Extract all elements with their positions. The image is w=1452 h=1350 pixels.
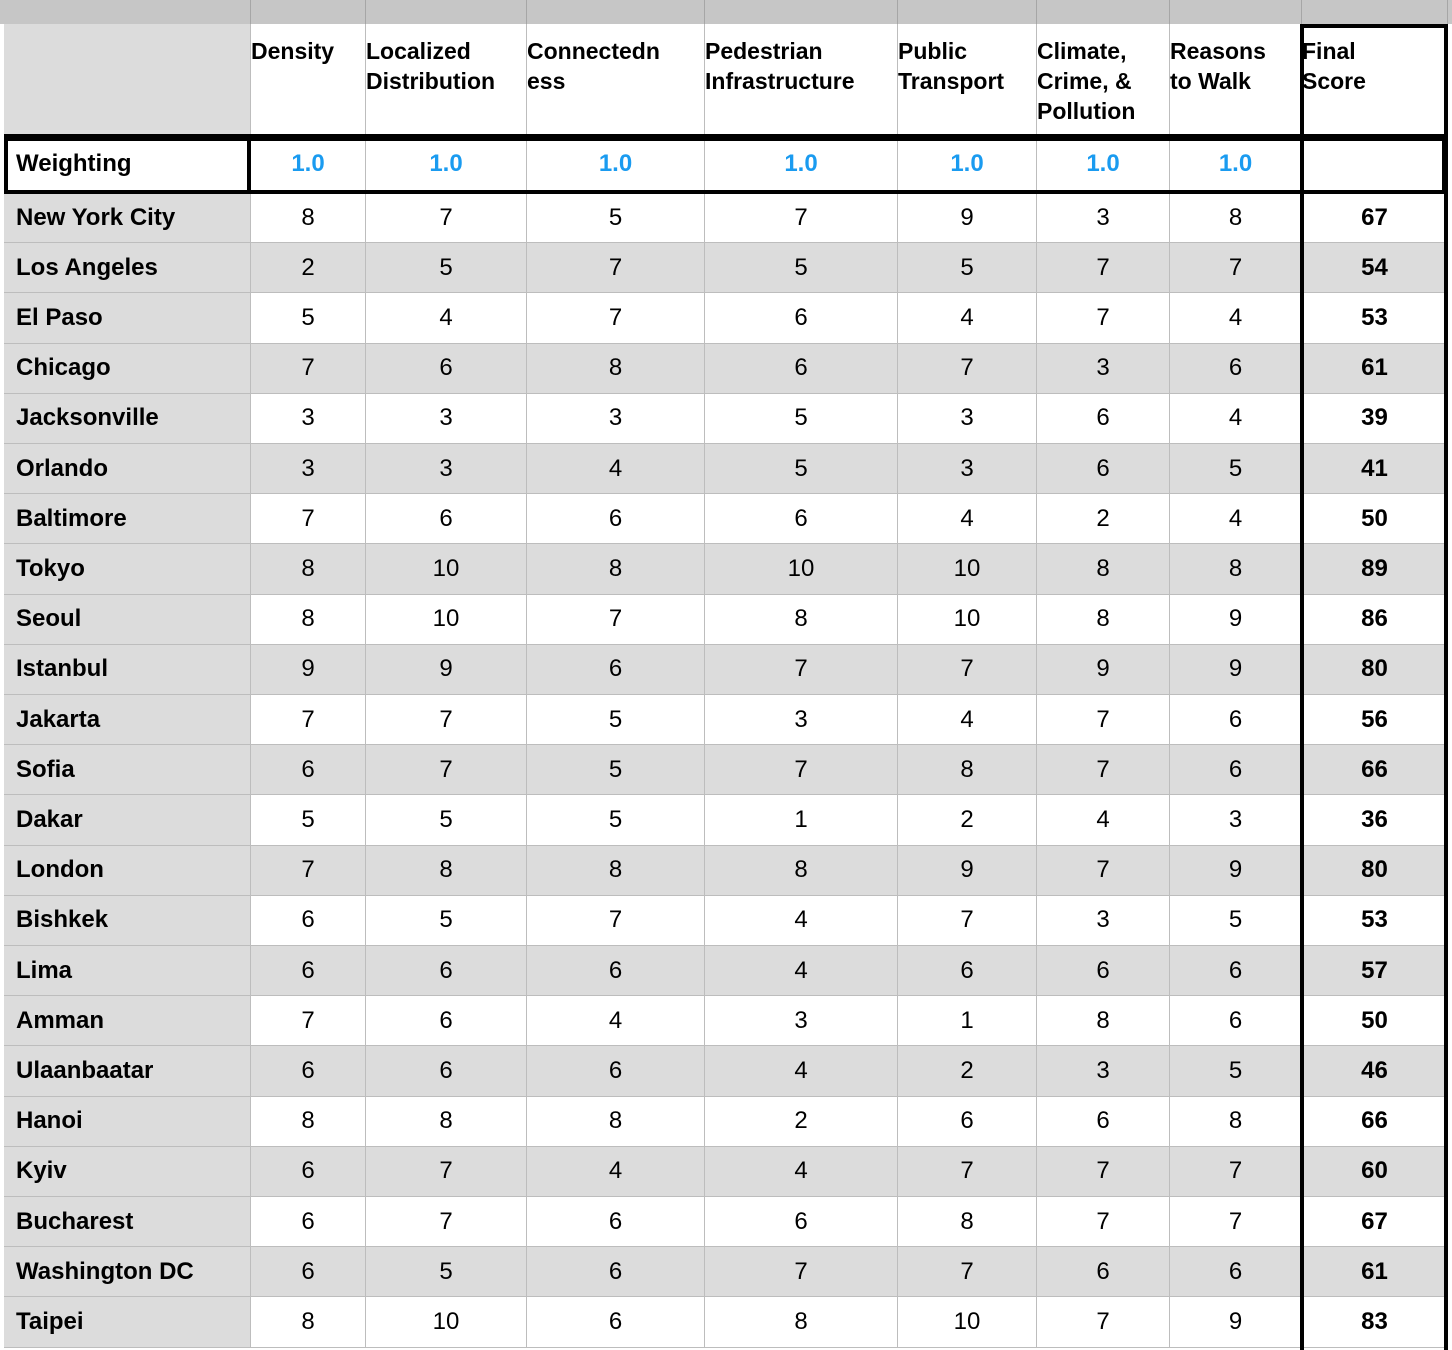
score-cell[interactable]: 9 [1037,645,1170,695]
column-header-line: Localized [366,38,471,64]
final-score-cell[interactable]: 50 [1302,996,1448,1046]
score-cell[interactable]: 2 [251,243,366,293]
score-cell[interactable]: 7 [527,293,705,343]
column-header-2[interactable] [366,24,527,136]
column-letter-cell[interactable] [705,0,898,24]
column-header-4[interactable] [705,24,898,136]
score-cell[interactable]: 5 [251,293,366,343]
score-cell[interactable]: 4 [1170,394,1302,444]
column-header-line: Transport [898,68,1005,94]
score-cell[interactable]: 8 [366,846,527,896]
score-cell[interactable]: 6 [1037,1247,1170,1297]
score-cell[interactable]: 7 [366,1197,527,1247]
score-cell[interactable]: 8 [251,193,366,243]
final-score-cell[interactable]: 50 [1302,494,1448,544]
weighting-label[interactable]: Weighting [4,136,251,193]
score-cell[interactable]: 5 [1170,1046,1302,1096]
city-name[interactable]: Jakarta [4,695,251,745]
final-score-cell[interactable]: 57 [1302,946,1448,996]
column-letter-cell[interactable] [1302,0,1448,24]
score-cell[interactable]: 5 [705,394,898,444]
score-cell[interactable]: 6 [1170,344,1302,394]
score-cell[interactable]: 3 [1037,896,1170,946]
column-header-line: Final [1302,38,1356,64]
score-cell[interactable]: 4 [1170,293,1302,343]
weighting-value[interactable]: 1.0 [366,136,527,193]
city-name[interactable]: New York City [4,193,251,243]
score-cell[interactable]: 7 [251,846,366,896]
score-cell[interactable]: 7 [898,344,1037,394]
final-score-cell[interactable]: 54 [1302,243,1448,293]
score-cell[interactable]: 3 [705,695,898,745]
score-cell[interactable]: 8 [705,1297,898,1347]
score-cell[interactable]: 9 [1170,645,1302,695]
weighting-value[interactable]: 1.0 [898,136,1037,193]
city-name[interactable]: Sofia [4,745,251,795]
city-name[interactable]: Dakar [4,795,251,845]
score-cell[interactable]: 6 [705,1197,898,1247]
column-letter-cell[interactable] [251,0,366,24]
score-cell[interactable]: 8 [1037,595,1170,645]
score-cell[interactable]: 8 [251,1297,366,1347]
column-letter-cell[interactable] [898,0,1037,24]
score-cell[interactable]: 5 [705,243,898,293]
score-cell[interactable]: 6 [251,1197,366,1247]
city-name[interactable]: Washington DC [4,1247,251,1297]
score-cell[interactable]: 6 [898,946,1037,996]
score-cell[interactable]: 7 [1170,1147,1302,1197]
score-cell[interactable]: 7 [527,896,705,946]
weighting-value[interactable]: 1.0 [527,136,705,193]
score-cell[interactable]: 8 [1037,996,1170,1046]
score-cell[interactable]: 7 [705,193,898,243]
score-cell[interactable]: 8 [1170,193,1302,243]
score-cell[interactable]: 3 [898,444,1037,494]
score-cell[interactable]: 3 [251,444,366,494]
score-cell[interactable]: 8 [1170,544,1302,594]
score-cell[interactable]: 10 [898,544,1037,594]
score-cell[interactable]: 4 [527,1147,705,1197]
score-cell[interactable]: 10 [898,1297,1037,1347]
score-cell[interactable]: 6 [1037,946,1170,996]
column-header-line: Public [898,38,968,64]
final-score-cell[interactable]: 66 [1302,1097,1448,1147]
score-cell[interactable]: 4 [527,444,705,494]
score-cell[interactable]: 3 [1037,344,1170,394]
score-cell[interactable]: 6 [1170,745,1302,795]
column-header-3[interactable] [527,24,705,136]
score-cell[interactable]: 4 [1170,494,1302,544]
score-cell[interactable]: 6 [1170,1247,1302,1297]
weighting-value[interactable]: 1.0 [1037,136,1170,193]
score-cell[interactable]: 5 [705,444,898,494]
score-cell[interactable]: 8 [251,595,366,645]
score-cell[interactable]: 4 [366,293,527,343]
column-letter-cell[interactable] [1037,0,1170,24]
city-name[interactable]: Amman [4,996,251,1046]
score-cell[interactable]: 8 [1037,544,1170,594]
score-cell[interactable]: 9 [251,645,366,695]
column-header-bar [0,0,1452,24]
weighting-value[interactable] [1302,136,1448,193]
score-cell[interactable]: 5 [527,795,705,845]
score-cell[interactable]: 7 [1170,1197,1302,1247]
score-cell[interactable]: 2 [898,1046,1037,1096]
city-name[interactable]: Taipei [4,1297,251,1347]
score-cell[interactable]: 6 [527,1247,705,1297]
city-name[interactable]: Chicago [4,344,251,394]
score-cell[interactable]: 5 [366,896,527,946]
score-cell[interactable]: 7 [705,1247,898,1297]
city-name[interactable]: Hanoi [4,1097,251,1147]
score-cell[interactable]: 6 [527,1297,705,1347]
city-name[interactable]: Bishkek [4,896,251,946]
final-score-cell[interactable]: 36 [1302,795,1448,845]
final-score-cell[interactable]: 67 [1302,1197,1448,1247]
score-cell[interactable]: 2 [1037,494,1170,544]
final-score-cell[interactable]: 89 [1302,544,1448,594]
score-cell[interactable]: 7 [251,996,366,1046]
column-header-line: Distribution [366,68,496,94]
score-cell[interactable]: 9 [1170,1297,1302,1347]
score-cell[interactable]: 5 [366,795,527,845]
score-cell[interactable]: 6 [527,645,705,695]
column-header-6[interactable] [1037,24,1170,136]
final-score-cell[interactable]: 66 [1302,745,1448,795]
score-cell[interactable]: 6 [251,896,366,946]
score-cell[interactable]: 7 [251,695,366,745]
score-cell[interactable]: 4 [898,494,1037,544]
score-cell[interactable]: 6 [527,1197,705,1247]
score-cell[interactable]: 7 [366,1147,527,1197]
score-cell[interactable]: 7 [1037,846,1170,896]
city-name[interactable]: Lima [4,946,251,996]
column-header-line: Connectedn [527,38,660,64]
score-cell[interactable]: 7 [1037,695,1170,745]
score-cell[interactable]: 6 [366,494,527,544]
score-cell[interactable]: 8 [527,846,705,896]
column-header-line: Pollution [1037,98,1136,124]
score-cell[interactable]: 4 [705,1147,898,1197]
score-cell[interactable]: 7 [898,1247,1037,1297]
score-cell[interactable]: 5 [366,1247,527,1297]
score-cell[interactable]: 7 [527,243,705,293]
city-name[interactable]: Los Angeles [4,243,251,293]
score-cell[interactable]: 8 [251,544,366,594]
score-cell[interactable]: 10 [366,544,527,594]
score-cell[interactable]: 7 [1037,1147,1170,1197]
score-cell[interactable]: 7 [251,494,366,544]
score-cell[interactable]: 8 [898,745,1037,795]
column-header-1[interactable] [251,24,366,136]
score-cell[interactable]: 6 [366,1046,527,1096]
column-header-8[interactable] [1302,24,1448,136]
final-score-cell[interactable]: 67 [1302,193,1448,243]
score-cell[interactable]: 10 [366,595,527,645]
city-name[interactable]: El Paso [4,293,251,343]
final-score-cell[interactable]: 61 [1302,344,1448,394]
score-cell[interactable]: 6 [898,1097,1037,1147]
score-cell[interactable]: 7 [705,645,898,695]
score-cell[interactable]: 3 [527,394,705,444]
score-cell[interactable]: 8 [527,344,705,394]
score-cell[interactable]: 7 [366,745,527,795]
city-name[interactable]: Seoul [4,595,251,645]
score-cell[interactable]: 7 [366,193,527,243]
score-cell[interactable]: 8 [705,595,898,645]
city-name[interactable]: Kyiv [4,1147,251,1197]
score-cell[interactable]: 1 [898,996,1037,1046]
final-score-cell[interactable]: 80 [1302,846,1448,896]
score-cell[interactable]: 7 [251,344,366,394]
score-cell[interactable]: 8 [527,544,705,594]
score-cell[interactable]: 4 [1037,795,1170,845]
final-score-cell[interactable]: 86 [1302,595,1448,645]
city-name[interactable]: Tokyo [4,544,251,594]
score-cell[interactable]: 4 [705,1046,898,1096]
column-header-7[interactable] [1170,24,1302,136]
score-cell[interactable]: 8 [527,1097,705,1147]
final-score-cell[interactable]: 53 [1302,293,1448,343]
score-cell[interactable]: 6 [1037,444,1170,494]
score-cell[interactable]: 6 [527,494,705,544]
score-cell[interactable]: 9 [898,846,1037,896]
score-cell[interactable]: 5 [366,243,527,293]
score-cell[interactable]: 10 [898,595,1037,645]
score-cell[interactable]: 5 [898,243,1037,293]
score-cell[interactable]: 3 [705,996,898,1046]
score-cell[interactable]: 6 [1037,1097,1170,1147]
score-cell[interactable]: 5 [527,695,705,745]
score-cell[interactable]: 6 [251,1046,366,1096]
score-cell[interactable]: 6 [366,344,527,394]
score-cell[interactable]: 7 [1037,1197,1170,1247]
header-corner-cell[interactable] [4,24,251,136]
score-cell[interactable]: 6 [366,946,527,996]
score-cell[interactable]: 6 [527,946,705,996]
score-cell[interactable]: 7 [1037,243,1170,293]
score-cell[interactable]: 5 [527,745,705,795]
score-cell[interactable]: 6 [1037,394,1170,444]
final-score-cell[interactable]: 61 [1302,1247,1448,1297]
score-cell[interactable]: 9 [1170,595,1302,645]
score-cell[interactable]: 3 [366,444,527,494]
score-cell[interactable]: 6 [366,996,527,1046]
score-cell[interactable]: 3 [1170,795,1302,845]
final-score-cell[interactable]: 56 [1302,695,1448,745]
column-header-line: Density [251,38,335,64]
score-cell[interactable]: 7 [1170,243,1302,293]
score-cell[interactable]: 5 [1170,444,1302,494]
score-cell[interactable]: 4 [898,695,1037,745]
score-cell[interactable]: 6 [705,494,898,544]
score-cell[interactable]: 5 [1170,896,1302,946]
score-cell[interactable]: 7 [1037,293,1170,343]
final-score-cell[interactable]: 80 [1302,645,1448,695]
score-cell[interactable]: 7 [366,695,527,745]
score-cell[interactable]: 8 [251,1097,366,1147]
final-score-cell[interactable]: 41 [1302,444,1448,494]
column-header-line: Pedestrian [705,38,823,64]
score-cell[interactable]: 2 [705,1097,898,1147]
city-name[interactable]: Baltimore [4,494,251,544]
column-header-line: Reasons [1170,38,1266,64]
score-cell[interactable]: 3 [366,394,527,444]
score-cell[interactable]: 9 [366,645,527,695]
score-cell[interactable]: 8 [898,1197,1037,1247]
column-letter-cell[interactable] [527,0,705,24]
final-score-cell[interactable]: 46 [1302,1046,1448,1096]
weighting-value[interactable]: 1.0 [705,136,898,193]
score-cell[interactable]: 6 [251,946,366,996]
city-name[interactable]: Bucharest [4,1197,251,1247]
score-cell[interactable]: 5 [527,193,705,243]
score-cell[interactable]: 4 [898,293,1037,343]
score-cell[interactable]: 4 [705,946,898,996]
score-cell[interactable]: 4 [527,996,705,1046]
score-cell[interactable]: 7 [898,645,1037,695]
score-cell[interactable]: 3 [1037,193,1170,243]
score-cell[interactable]: 6 [705,344,898,394]
city-name[interactable]: Orlando [4,444,251,494]
column-letter-cell[interactable] [366,0,527,24]
score-cell[interactable]: 5 [251,795,366,845]
column-header-line: to Walk [1170,68,1251,94]
score-cell[interactable]: 1 [705,795,898,845]
score-cell[interactable]: 6 [1170,946,1302,996]
score-cell[interactable]: 7 [898,1147,1037,1197]
final-score-cell[interactable]: 53 [1302,896,1448,946]
score-cell[interactable]: 4 [705,896,898,946]
final-score-cell[interactable]: 60 [1302,1147,1448,1197]
score-cell[interactable]: 6 [705,293,898,343]
score-cell[interactable]: 8 [705,846,898,896]
city-name[interactable]: London [4,846,251,896]
city-name[interactable]: Ulaanbaatar [4,1046,251,1096]
score-cell[interactable]: 6 [251,1147,366,1197]
score-cell[interactable]: 3 [251,394,366,444]
score-cell[interactable]: 7 [898,896,1037,946]
score-cell[interactable]: 6 [1170,695,1302,745]
score-cell[interactable]: 6 [1170,996,1302,1046]
score-cell[interactable]: 2 [898,795,1037,845]
score-cell[interactable]: 7 [1037,1297,1170,1347]
score-cell[interactable]: 7 [705,745,898,795]
weighting-value[interactable]: 1.0 [251,136,366,193]
score-cell[interactable]: 8 [1170,1097,1302,1147]
column-header-line: Infrastructure [705,68,855,94]
weighting-value[interactable]: 1.0 [1170,136,1302,193]
column-header-line: ess [527,68,566,94]
column-header-5[interactable] [898,24,1037,136]
score-cell[interactable]: 7 [1037,745,1170,795]
column-letter-cell[interactable] [1170,0,1302,24]
score-cell[interactable]: 9 [898,193,1037,243]
final-score-cell[interactable]: 39 [1302,394,1448,444]
score-cell[interactable]: 8 [366,1097,527,1147]
score-cell[interactable]: 3 [1037,1046,1170,1096]
score-cell[interactable]: 10 [705,544,898,594]
final-score-cell[interactable]: 83 [1302,1297,1448,1347]
city-name[interactable]: Jacksonville [4,394,251,444]
score-cell[interactable]: 6 [251,745,366,795]
column-header-line: Crime, & [1037,68,1132,94]
column-header-line: Score [1302,68,1366,94]
column-header-line: Climate, [1037,38,1127,64]
column-letter-cell[interactable] [4,0,251,24]
score-cell[interactable]: 9 [1170,846,1302,896]
score-cell[interactable]: 3 [898,394,1037,444]
city-name[interactable]: Istanbul [4,645,251,695]
score-cell[interactable]: 6 [251,1247,366,1297]
score-cell[interactable]: 7 [527,595,705,645]
score-cell[interactable]: 10 [366,1297,527,1347]
score-cell[interactable]: 6 [527,1046,705,1096]
